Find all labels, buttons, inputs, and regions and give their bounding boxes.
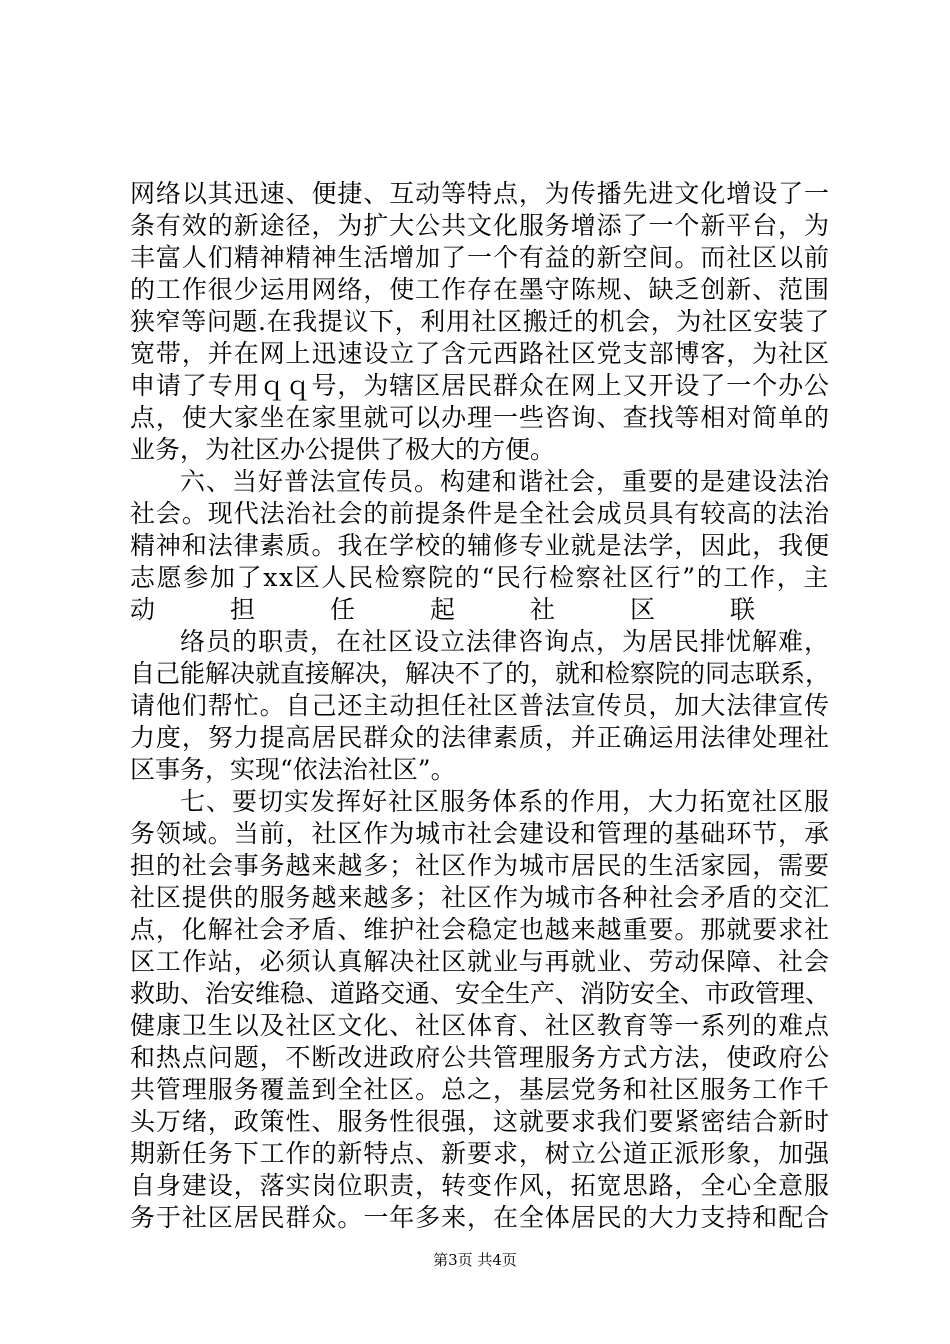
text-line: 务于社区居民群众。一年多来，在全体居民的大力支持和配合 — [130, 1203, 830, 1232]
text-line: 精神和法律素质。我在学校的辅修专业就是法学，因此，我便 — [130, 531, 830, 560]
text-line: 丰富人们精神精神生活增加了一个有益的新空间。而社区以前 — [130, 243, 830, 272]
text-line: 点，使大家坐在家里就可以办理一些咨询、查找等相对简单的 — [130, 403, 830, 432]
text-line: 的工作很少运用网络，使工作存在墨守陈规、缺乏创新、范围 — [130, 275, 830, 304]
text-line: 力度，努力提高居民群众的法律素质，并正确运用法律处理社 — [130, 723, 830, 752]
text-line: 和热点问题，不断改进政府公共管理服务方式方法，使政府公 — [130, 1043, 830, 1072]
text-line: 络员的职责，在社区设立法律咨询点，为居民排忧解难， — [180, 627, 830, 656]
text-line: 申请了专用ｑｑ号，为辖区居民群众在网上又开设了一个办公 — [130, 371, 830, 400]
text-line: 头万绪，政策性、服务性很强，这就要求我们要紧密结合新时 — [130, 1107, 830, 1136]
page-footer: 第3页 共4页 — [433, 1251, 517, 1269]
text-line: 期新任务下工作的新特点、新要求，树立公道正派形象，加强 — [130, 1139, 830, 1168]
text-line: 区事务，实现“依法治社区”。 — [130, 755, 456, 784]
body-text — [130, 178, 830, 1234]
text-line: 自身建设，落实岗位职责，转变作风，拓宽思路，全心全意服 — [130, 1171, 830, 1200]
text-line: 志愿参加了xx区人民检察院的“民行检察社区行”的工作，主 — [130, 563, 830, 592]
text-line: 共管理服务覆盖到全社区。总之，基层党务和社区服务工作千 — [130, 1075, 830, 1104]
text-line: 条有效的新途径，为扩大公共文化服务增添了一个新平台，为 — [130, 211, 830, 240]
text-line: 救助、治安维稳、道路交通、安全生产、消防安全、市政管理、 — [130, 979, 830, 1008]
text-line: 业务，为社区办公提供了极大的方便。 — [130, 435, 556, 464]
text-line: 自己能解决就直接解决，解决不了的，就和检察院的同志联系， — [130, 659, 830, 688]
text-line: 点，化解社会矛盾、维护社会稳定也越来越重要。那就要求社 — [130, 915, 830, 944]
text-line: 七、要切实发挥好社区服务体系的作用，大力拓宽社区服 — [180, 787, 830, 816]
text-line: 社会。现代法治社会的前提条件是全社会成员具有较高的法治 — [130, 499, 830, 528]
text-line: 狭窄等问题.在我提议下，利用社区搬迁的机会，为社区安装了 — [130, 307, 830, 336]
text-line: 务领域。当前，社区作为城市社会建设和管理的基础环节，承 — [130, 819, 830, 848]
text-line: 宽带，并在网上迅速设立了含元西路社区党支部博客，为社区 — [130, 339, 830, 368]
text-line: 请他们帮忙。自己还主动担任社区普法宣传员，加大法律宣传 — [130, 691, 830, 720]
text-line: 健康卫生以及社区文化、社区体育、社区教育等一系列的难点 — [130, 1011, 830, 1040]
text-line: 动担任起社区联 — [130, 595, 830, 624]
text-line: 社区提供的服务越来越多；社区作为城市各种社会矛盾的交汇 — [130, 883, 830, 912]
text-line: 网络以其迅速、便捷、互动等特点，为传播先进文化增设了一 — [130, 179, 830, 208]
text-line: 六、当好普法宣传员。构建和谐社会，重要的是建设法治 — [180, 467, 830, 496]
text-line: 区工作站，必须认真解决社区就业与再就业、劳动保障、社会 — [130, 947, 830, 976]
text-line: 担的社会事务越来越多；社区作为城市居民的生活家园，需要 — [130, 851, 830, 880]
